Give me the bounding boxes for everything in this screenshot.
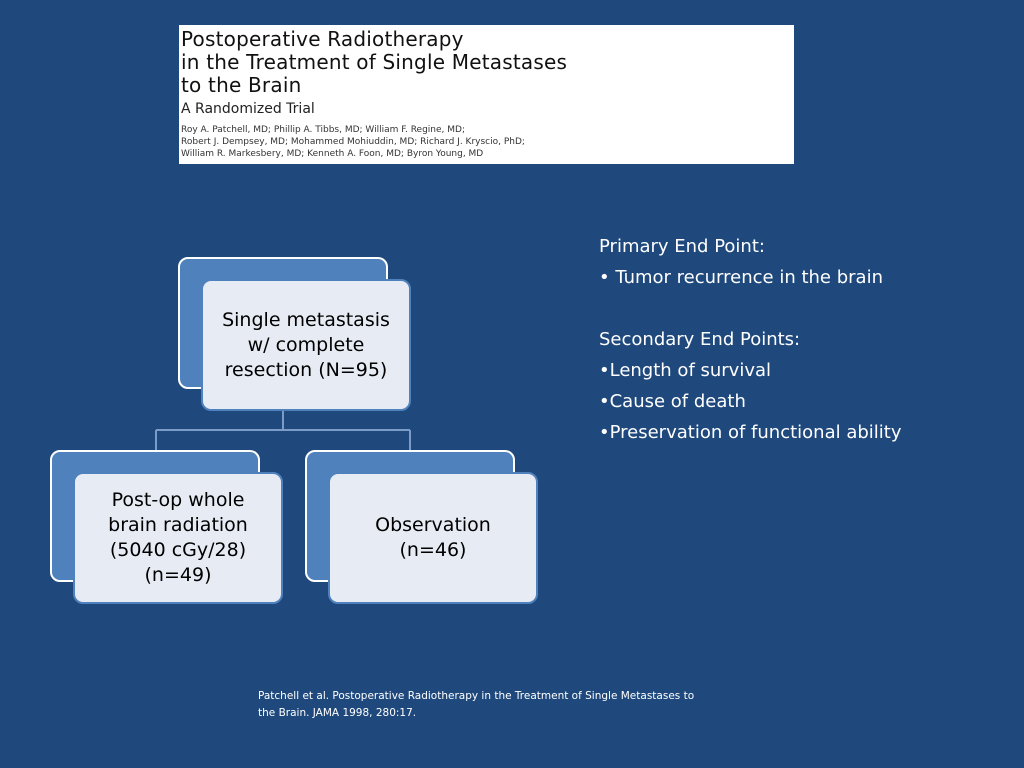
radiation-arm-line-1: Post-op whole xyxy=(111,489,245,511)
root-box-line-3: resection (N=95) xyxy=(224,358,388,381)
radiation-arm-line-2: brain radiation xyxy=(108,514,248,536)
paper-authors-line-1: Roy A. Patchell, MD; Phillip A. Tibbs, MD; William F. Regine, MD; xyxy=(181,125,465,135)
root-box xyxy=(201,279,411,411)
paper-header-image xyxy=(179,25,794,164)
observation-arm-box xyxy=(328,472,538,604)
citation xyxy=(258,688,738,722)
paper-authors xyxy=(181,124,794,160)
secondary-endpoint-heading: Secondary End Points: xyxy=(599,329,801,350)
endpoints-list xyxy=(599,231,902,448)
paper-title-line-3: to the Brain xyxy=(181,73,302,97)
endpoints-spacer xyxy=(599,293,902,324)
paper-authors-line-3: William R. Markesbery, MD; Kenneth A. Foon, MD; Byron Young, MD xyxy=(181,149,484,159)
radiation-arm-box xyxy=(73,472,283,604)
citation-line-2: the Brain. JAMA 1998, 280:17. xyxy=(258,707,417,719)
primary-endpoint-item: • Tumor recurrence in the brain xyxy=(599,267,883,288)
root-box-line-2: w/ complete xyxy=(247,333,365,356)
paper-authors-line-2: Robert J. Dempsey, MD; Mohammed Mohiuddin, MD; Richard J. Kryscio, PhD; xyxy=(181,137,525,147)
secondary-endpoint-item: •Cause of death xyxy=(599,391,746,412)
root-box-line-1: Single metastasis xyxy=(222,308,390,331)
paper-title-line-1: Postoperative Radiotherapy xyxy=(181,27,464,51)
observation-arm-line-2: (n=46) xyxy=(399,539,467,561)
observation-arm-line-1: Observation xyxy=(375,514,491,536)
citation-line-1: Patchell et al. Postoperative Radiotherapy in the Treatment of Single Metastases to xyxy=(258,690,695,702)
paper-title-line-2: in the Treatment of Single Metastases xyxy=(181,50,568,74)
paper-subtitle: A Randomized Trial xyxy=(181,101,315,117)
radiation-arm-line-4: (n=49) xyxy=(144,564,212,586)
secondary-endpoint-item: •Preservation of functional ability xyxy=(599,422,902,443)
secondary-endpoint-item: •Length of survival xyxy=(599,360,772,381)
primary-endpoint-heading: Primary End Point: xyxy=(599,236,765,257)
radiation-arm-line-3: (5040 cGy/28) xyxy=(109,539,247,561)
